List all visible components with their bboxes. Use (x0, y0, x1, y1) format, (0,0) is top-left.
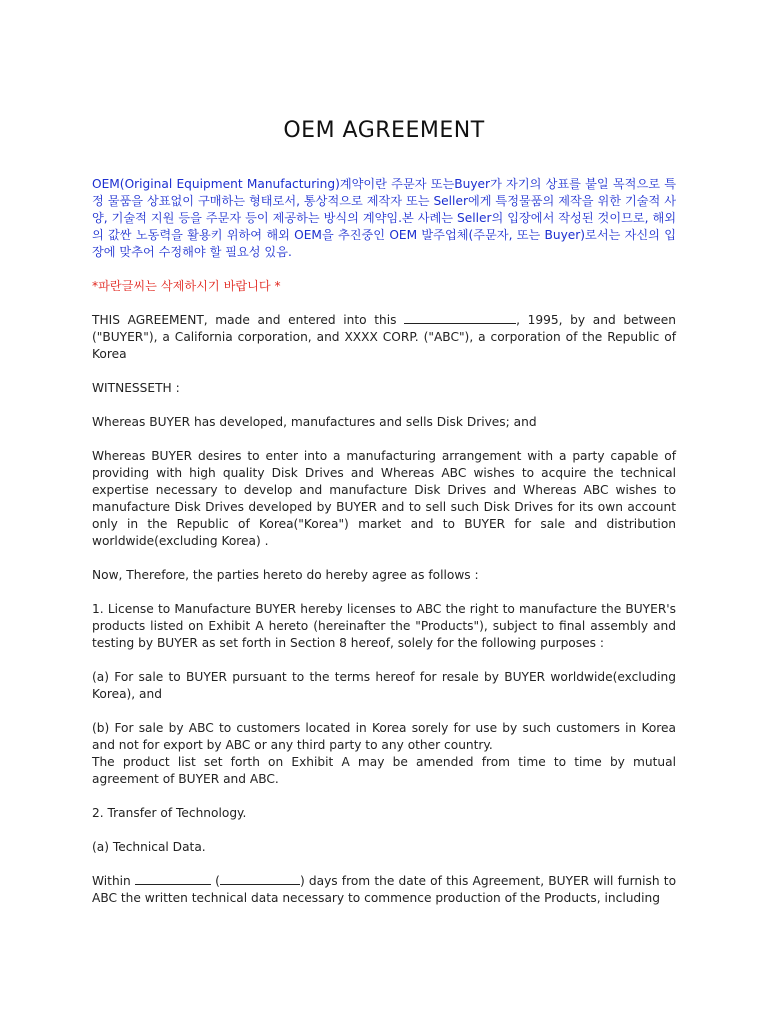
section-1a: (a) For sale to BUYER pursuant to the terms hereof for resale by BUYER worldwide(excluding Korea), and (92, 670, 676, 701)
within-open-paren: ( (215, 874, 220, 888)
within-days-clause (92, 873, 676, 907)
whereas-clause-2: Whereas BUYER desires to enter into a manufacturing arrangement with a party capable of providing with high quality Disk Drives and Whereas ABC wishes to acquire the technical expertise necessary to develop and manufacture Disk Drives and Whereas ABC wishes to manufacture Disk Drives developed by BUYER and to sell such Disk Drives for its own account only in the Republic of Korea("Korea") market and to BUYER for sale and distribution worldwide(excluding Korea) . (92, 449, 676, 548)
whereas-clause-1: Whereas BUYER has developed, manufactures and sells Disk Drives; and (92, 415, 537, 429)
product-list-clause: The product list set forth on Exhibit A may be amended from time to time by mutual agreement of BUYER and ABC. (92, 755, 676, 786)
days-blank-number (220, 873, 300, 885)
within-text-end: ) days from the date of this Agreement, BUYER will furnish to ABC the written technical data necessary to commence production of the Products, including (92, 874, 677, 905)
document-title: OEM AGREEMENT (283, 118, 485, 143)
preamble-text-start: THIS AGREEMENT, made and entered into this (92, 313, 397, 327)
section-2a-heading: (a) Technical Data. (92, 840, 206, 854)
preamble-paragraph (92, 312, 676, 363)
section-1b: (b) For sale by ABC to customers located in Korea sorely for use by such customers in Korea and not for export by ABC or any third party to any other country. (92, 721, 676, 752)
section-1-license: 1. License to Manufacture BUYER hereby licenses to ABC the right to manufacture the BUYER's products listed on Exhibit A hereto (hereinafter the "Products"), subject to final assembly and testing by BUYER as set forth in Section 8 hereof, solely for the following purposes : (92, 602, 676, 650)
witnesseth-heading: WITNESSETH : (92, 381, 180, 395)
date-blank (404, 312, 516, 324)
days-blank-words (135, 873, 211, 885)
delete-note: *파란글씨는 삭제하시기 바랍니다 * (92, 279, 281, 293)
now-therefore-clause: Now, Therefore, the parties hereto do hereby agree as follows : (92, 568, 479, 582)
document-body (92, 176, 676, 924)
within-text: Within (92, 874, 131, 888)
section-2-heading: 2. Transfer of Technology. (92, 806, 247, 820)
preamble-text-end: , 1995, by and between ("BUYER"), a California corporation, and XXXX CORP. ("ABC"), a corporation of the Republic of Korea (92, 313, 677, 361)
intro-note: OEM(Original Equipment Manufacturing)계약이란 주문자 또는Buyer가 자기의 상표를 붙일 목적으로 특정 물품을 상표없이 구매하는 형태로서, 통상적으로 제작자 또는 Seller에게 특정물품의 제작을 위한 기술적 사양, 기술적 지원 등을 주문자 등이 제공하는 방식의 계약임.본 사례는 Seller의 입장에서 작성된 것이므로, 해외의 값싼 노동력을 활용키 위하여 해외 OEM을 추진중인 OEM 발주업체(주문자, 또는 Buyer)로서는 자신의 입장에 맞추어 수정해야 할 필요성 있음. (92, 177, 676, 259)
